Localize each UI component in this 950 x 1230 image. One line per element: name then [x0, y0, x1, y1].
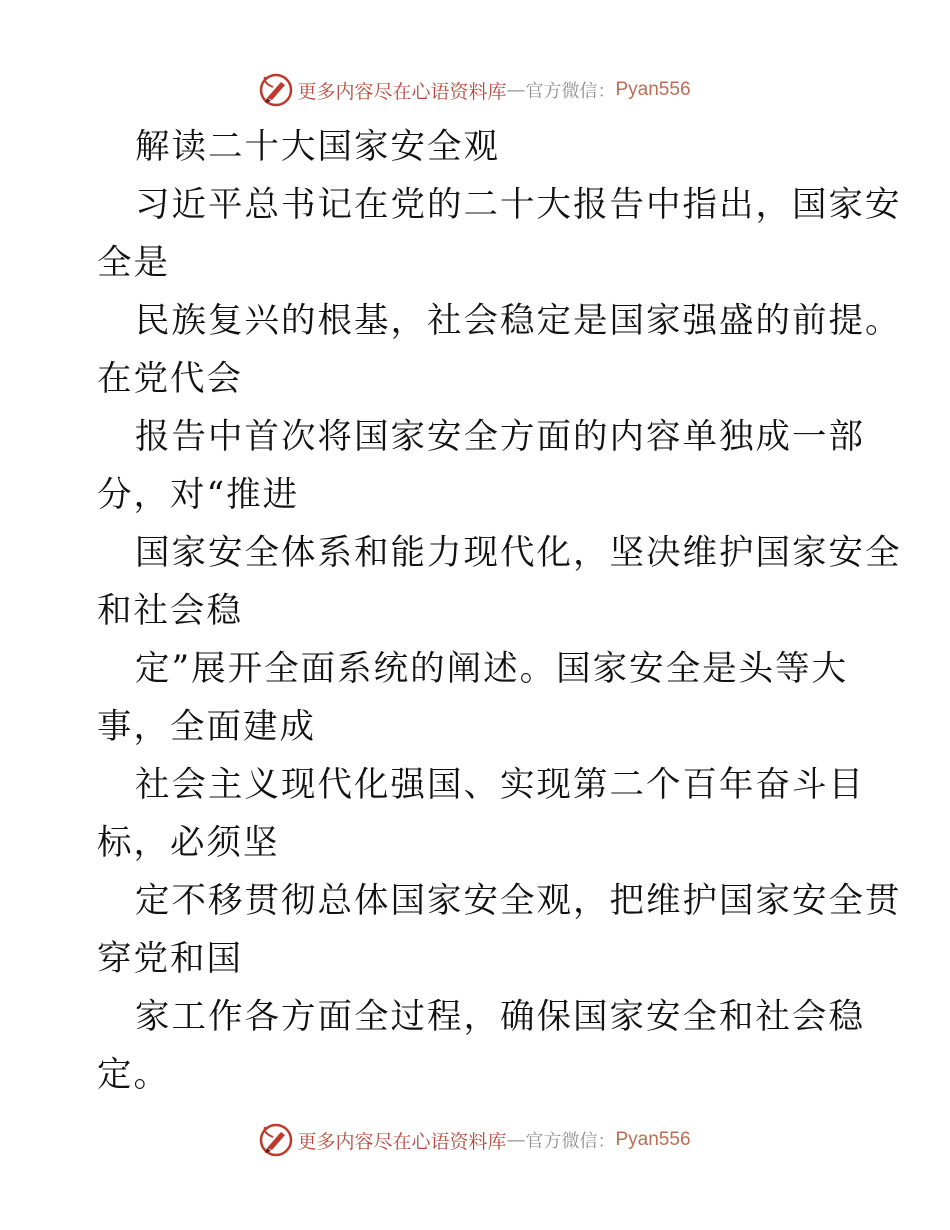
paragraph-line: 事，全面建成 — [97, 707, 316, 747]
footer-banner — [0, 1120, 950, 1160]
paragraph-line: 习近平总书记在党的二十大报告中指出，国家安 — [135, 185, 902, 225]
document-body — [97, 118, 902, 1104]
paragraph-line: 和社会稳 — [97, 591, 243, 631]
paragraph-line: 国家安全体系和能力现代化，坚决维护国家安全 — [135, 533, 902, 573]
paragraph-line: 社会主义现代化强国、实现第二个百年奋斗目 — [135, 765, 865, 805]
paragraph-line: 定。 — [97, 1055, 170, 1095]
document-title: 解读二十大国家安全观 — [135, 127, 500, 167]
paragraph-line: 穿党和国 — [97, 939, 243, 979]
paragraph-line: 民族复兴的根基，社会稳定是国家强盛的前提。 — [135, 301, 902, 341]
paragraph-line: 标，必须坚 — [97, 823, 280, 863]
banner-wechat-id: Pyan556 — [615, 79, 691, 100]
quill-pen-logo-icon — [259, 1123, 293, 1157]
header-banner — [0, 70, 950, 110]
banner-brand-text: 更多内容尽在心语资料库 — [297, 1130, 507, 1153]
banner-brand-text: 更多内容尽在心语资料库 — [297, 80, 507, 103]
paragraph-line: 家工作各方面全过程，确保国家安全和社会稳 — [135, 997, 865, 1037]
banner-separator: — — [506, 1129, 526, 1151]
banner-wechat-id: Pyan556 — [615, 1129, 691, 1150]
paragraph-line: 报告中首次将国家安全方面的内容单独成一部 — [135, 417, 865, 457]
banner-wechat-label: 官方微信： — [525, 1131, 616, 1152]
banner-separator: — — [506, 79, 526, 101]
paragraph-line: 定不移贯彻总体国家安全观，把维护国家安全贯 — [135, 881, 902, 921]
paragraph-line: 全是 — [97, 243, 170, 283]
paragraph-line: 分，对“推进 — [97, 475, 300, 515]
paragraph-line: 定”展开全面系统的阐述。国家安全是头等大 — [135, 649, 849, 689]
quill-pen-logo-icon — [259, 73, 293, 107]
paragraph-line: 在党代会 — [97, 359, 243, 399]
banner-wechat-label: 官方微信： — [525, 81, 616, 102]
